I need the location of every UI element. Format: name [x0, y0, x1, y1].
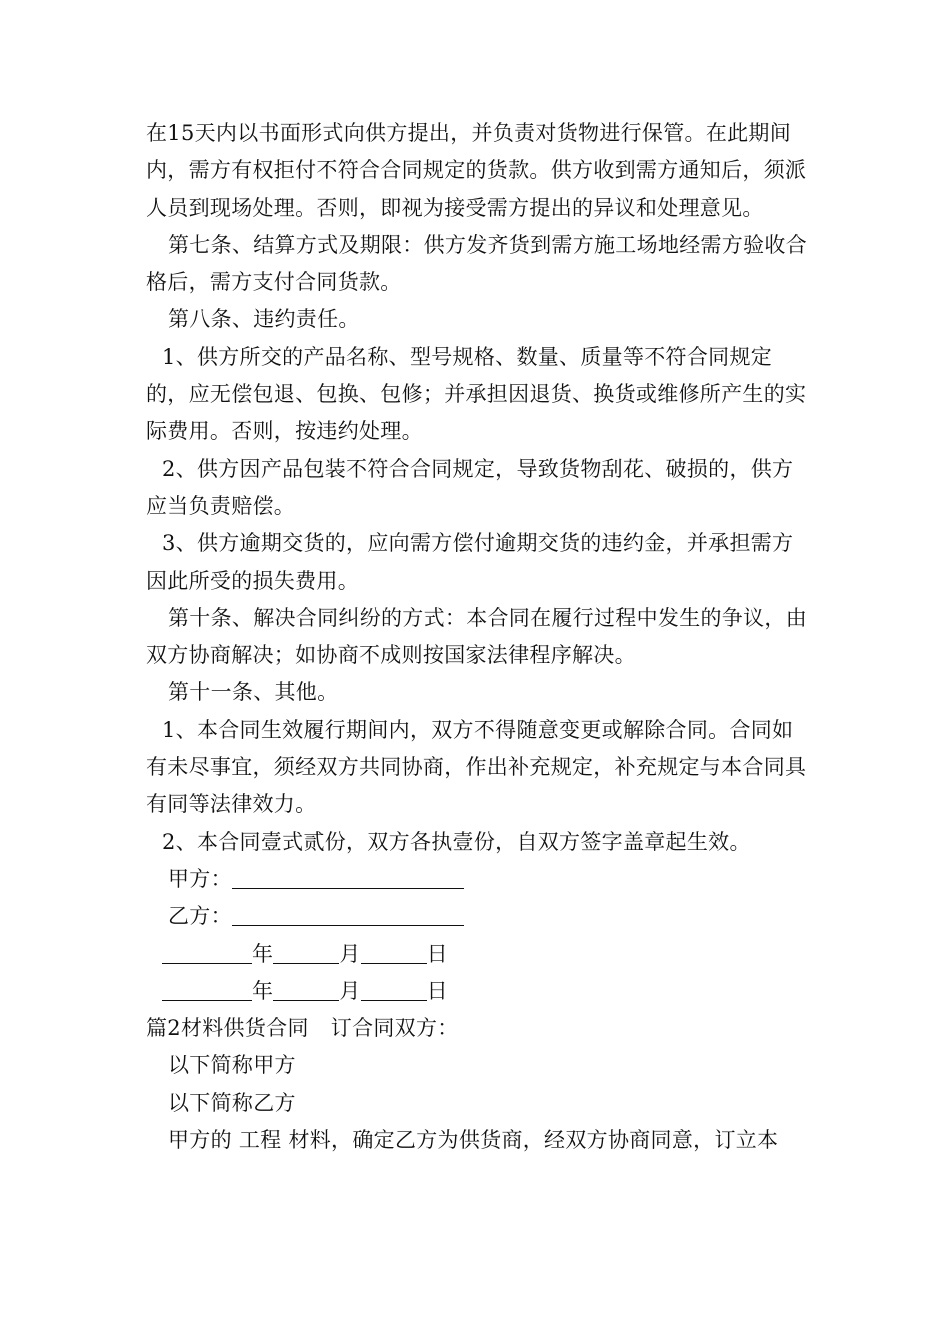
- party-b-blank: [232, 903, 464, 926]
- paragraph-article-7: 第七条、结算方式及期限：供方发齐货到需方施工场地经需方验收合格后，需方支付合同货款。: [146, 232, 807, 295]
- paragraph-article-11: 第十一条、其他。: [168, 680, 339, 705]
- party-b-label: 乙方：: [168, 904, 232, 929]
- paragraph-article-10: 第十条、解决合同纠纷的方式：本合同在履行过程中发生的争议，由双方协商解决；如协商不成则按国家法律程序解决。: [146, 605, 807, 668]
- paragraph-article-8-item-3: 3、供方逾期交货的，应向需方偿付逾期交货的违约金，并承担需方因此所受的损失费用。: [146, 531, 794, 593]
- party-a-blank: [232, 866, 464, 889]
- day-blank: [361, 978, 427, 1001]
- party-a-label: 甲方：: [168, 866, 232, 891]
- month-label: 月: [339, 978, 361, 1003]
- paragraph-article-11-item-2: 2、本合同壹式贰份，双方各执壹份，自双方签字盖章起生效。: [162, 829, 751, 854]
- year-label: 年: [252, 978, 274, 1003]
- paragraph-article-8-item-1: 1、供方所交的产品名称、型号规格、数量、质量等不符合同规定的，应无偿包退、包换、包修；并承担因退货、换货或维修所产生的实际费用。否则，按违约处理。: [146, 344, 807, 444]
- paragraph-article-8: 第八条、违约责任。: [168, 307, 360, 332]
- date-line-1: [146, 936, 811, 973]
- signature-party-a: [146, 861, 811, 898]
- document-body: [146, 115, 811, 1159]
- day-blank: [361, 941, 427, 964]
- section-2-heading: 篇2材料供货合同: [146, 1016, 309, 1041]
- section-2-parties: 订合同双方：: [330, 1016, 459, 1041]
- day-label: 日: [426, 941, 448, 966]
- day-label: 日: [426, 978, 448, 1003]
- year-label: 年: [252, 941, 274, 966]
- paragraph-section-2-intro: 甲方的 工程 材料，确定乙方为供货商，经双方协商同意，订立本: [168, 1128, 779, 1153]
- paragraph-article-8-item-2: 2、供方因产品包装不符合合同规定，导致货物刮花、破损的，供方应当负责赔偿。: [146, 456, 794, 518]
- paragraph-inspection: 在15天内以书面形式向供方提出，并负责对货物进行保管。在此期间内，需方有权拒付不符合合同规定的货款。供方收到需方通知后，须派人员到现场处理。否则，即视为接受需方提出的异议和处理意见。: [146, 121, 807, 220]
- month-blank: [273, 978, 339, 1001]
- section-2-heading-line: [146, 1010, 811, 1047]
- alias-party-b: 以下简称乙方: [168, 1090, 296, 1115]
- alias-party-a: 以下简称甲方: [168, 1053, 296, 1078]
- signature-party-b: [146, 898, 811, 935]
- month-label: 月: [339, 941, 361, 966]
- year-blank: [162, 978, 252, 1001]
- date-line-2: [146, 973, 811, 1010]
- month-blank: [273, 941, 339, 964]
- paragraph-article-11-item-1: 1、本合同生效履行期间内，双方不得随意变更或解除合同。合同如有未尽事宜，须经双方共同协商，作出补充规定，补充规定与本合同具有同等法律效力。: [146, 717, 807, 817]
- year-blank: [162, 941, 252, 964]
